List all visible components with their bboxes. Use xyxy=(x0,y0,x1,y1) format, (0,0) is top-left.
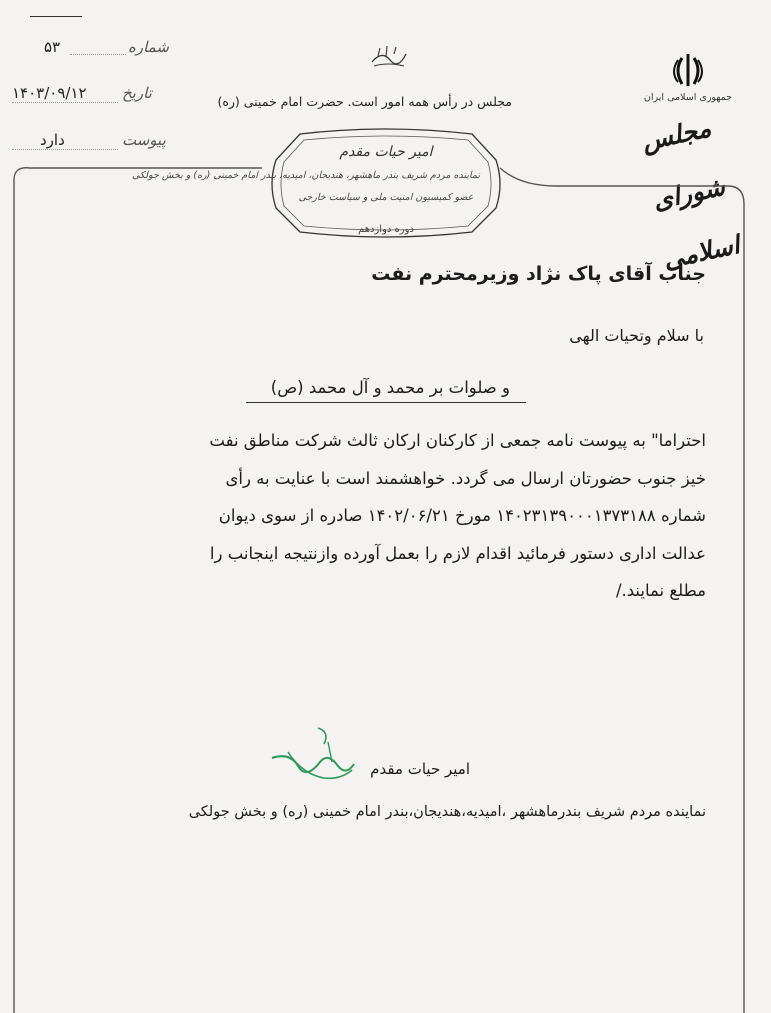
date-label: تاریخ xyxy=(122,84,152,102)
salutation: جناب آقای پاک نژاد وزیرمحترم نفت xyxy=(371,263,706,285)
date-line xyxy=(12,102,118,103)
iran-emblem-icon xyxy=(668,50,708,90)
cartouche-line2: عضو کمیسیون امنیت ملی و سیاست خارجی xyxy=(298,192,474,203)
attachment-label: پیوست xyxy=(122,131,166,149)
republic-label: جمهوری اسلامی ایران xyxy=(643,92,733,103)
body-line: خیز جنوب حضورتان ارسال می گردد. خواهشمند است با عنایت به رأی xyxy=(225,468,706,488)
signer-name: امیر حیات مقدم xyxy=(370,760,470,778)
salawat: و صلوات بر محمد و آل محمد (ص) xyxy=(270,378,510,397)
signature-icon xyxy=(268,722,358,792)
number-line xyxy=(70,54,126,55)
letter-body xyxy=(46,422,706,610)
basmala-icon xyxy=(368,42,410,70)
attachment-value: دارد xyxy=(40,131,65,149)
cartouche-title: امیر حیات مقدم xyxy=(339,144,433,160)
signer-title: نماینده مردم شریف بندرماهشهر ،امیدیه،هندیجان،بندر امام خمینی (ره) و بخش جولکی xyxy=(188,804,706,820)
majlis-logo: مجلس شورای اسلامی xyxy=(639,113,743,275)
greeting: با سلام وتحیات الهی xyxy=(569,326,704,345)
body-line: مطلع نمایند./ xyxy=(615,581,706,600)
top-rule xyxy=(30,16,82,17)
number-value: ۵۳ xyxy=(44,38,61,56)
salawat-underline xyxy=(246,402,526,403)
cartouche-line1: نماینده مردم شریف بندر ماهشهر، هندیجان، امیدیه، بندر امام خمینی (ره) و بخش جولکی xyxy=(132,170,480,181)
number-label: شماره xyxy=(128,38,169,56)
date-value: ۱۴۰۳/۰۹/۱۲ xyxy=(12,84,87,102)
body-line: شماره ۱۴۰۲۳۱۳۹۰۰۰۱۳۷۳۱۸۸ مورخ ۱۴۰۲/۰۶/۲۱ صادره از سوی دیوان xyxy=(218,506,706,525)
body-line: احتراما" به پیوست نامه جمعی از کارکنان ارکان ثالث شرکت مناطق نفت xyxy=(209,431,706,450)
attachment-line xyxy=(12,149,118,150)
body-line: عدالت اداری دستور فرمائید اقدام لازم را بعمل آورده وازنتیجه اینجانب را xyxy=(209,543,706,563)
header-quote: مجلس در رأس همه امور است. حضرت امام خمینی (ره) xyxy=(217,94,512,109)
cartouche-term: دوره دوازدهم xyxy=(358,224,414,235)
